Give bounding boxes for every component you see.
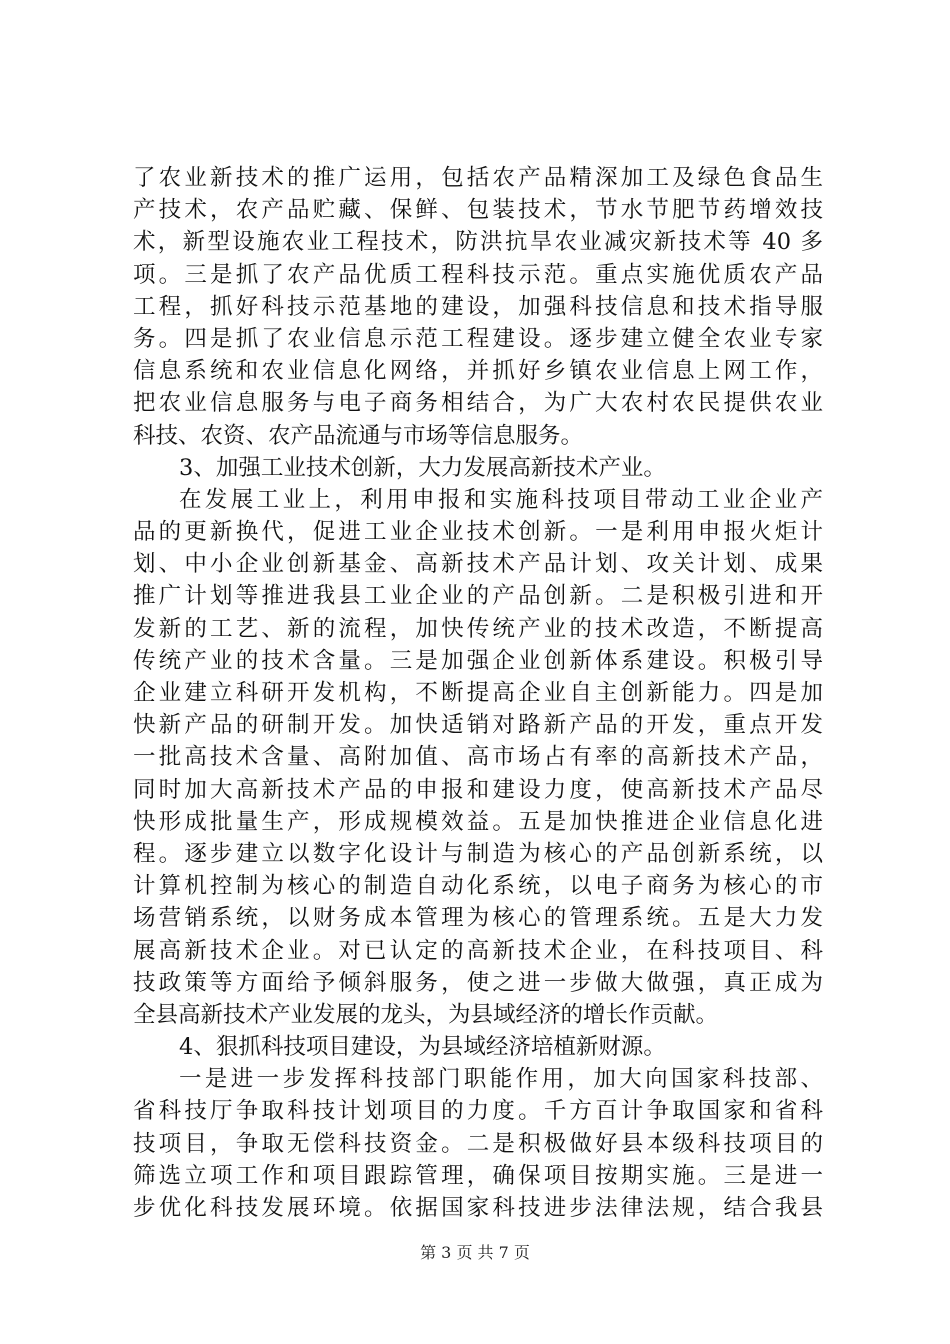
text-line: 一是进一步发挥科技部门职能作用，加大向国家科技部、 (179, 1066, 823, 1093)
text-line: 产技术，农产品贮藏、保鲜、包装技术，节水节肥节药增效技 (133, 197, 823, 224)
text-line: 项。三是抓了农产品优质工程科技示范。重点实施优质农产品 (133, 261, 823, 288)
body-text (133, 162, 823, 1224)
text-line: 技政策等方面给予倾斜服务，使之进一步做大做强，真正成为 (133, 969, 823, 996)
text-line: 企业建立科研开发机构，不断提高企业自主创新能力。四是加 (133, 680, 823, 706)
text-line: 信息系统和农业信息化网络，并抓好乡镇农业信息上网工作， (133, 358, 823, 385)
text-line: 同时加大高新技术产品的申报和建设力度，使高新技术产品尽 (133, 776, 823, 803)
text-line: 技项目，争取无偿科技资金。二是积极做好县本级科技项目的 (133, 1130, 823, 1157)
text-line: 划、中小企业创新基金、高新技术产品计划、攻关计划、成果 (133, 551, 823, 578)
text-line: 程。逐步建立以数字化设计与制造为核心的产品创新系统，以 (133, 840, 823, 867)
text-line: 传统产业的技术含量。三是加强企业创新体系建设。积极引导 (133, 647, 823, 674)
text-line: 在发展工业上，利用申报和实施科技项目带动工业企业产 (179, 486, 823, 513)
text-line: 术，新型设施农业工程技术，防洪抗旱农业减灾新技术等 40 多 (133, 229, 823, 256)
text-line: 务。四是抓了农业信息示范工程建设。逐步建立健全农业专家 (133, 325, 823, 352)
section-heading: 4、狠抓科技项目建设，为县域经济培植新财源。 (179, 1034, 666, 1061)
text-line: 展高新技术企业。对已认定的高新技术企业，在科技项目、科 (133, 937, 823, 964)
text-line: 工程，抓好科技示范基地的建设，加强科技信息和技术指导服 (133, 293, 823, 320)
text-line: 品的更新换代，促进工业企业技术创新。一是利用申报火炬计 (133, 519, 823, 546)
text-line: 步优化科技发展环境。依据国家科技进步法律法规，结合我县 (133, 1195, 823, 1221)
section-heading: 3、加强工业技术创新，大力发展高新技术产业。 (179, 454, 666, 481)
text-line: 发新的工艺、新的流程，加快传统产业的技术改造，不断提高 (133, 615, 823, 642)
text-line: 推广计划等推进我县工业企业的产品创新。二是积极引进和开 (133, 583, 823, 610)
text-line: 全县高新技术产业发展的龙头，为县域经济的增长作贡献。 (133, 1001, 719, 1028)
text-line: 科技、农资、农产品流通与市场等信息服务。 (133, 422, 584, 449)
text-line: 了农业新技术的推广运用，包括农产品精深加工及绿色食品生 (133, 165, 823, 191)
page-footer: 第 3 页 共 7 页 (420, 1243, 530, 1262)
text-line: 场营销系统，以财务成本管理为核心的管理系统。五是大力发 (133, 905, 823, 932)
text-line: 一批高技术含量、高附加值、高市场占有率的高新技术产品， (133, 744, 823, 771)
text-line: 快形成批量生产，形成规模效益。五是加快推进企业信息化进 (133, 808, 823, 835)
text-line: 把农业信息服务与电子商务相结合，为广大农村农民提供农业 (133, 390, 823, 417)
text-line: 快新产品的研制开发。加快适销对路新产品的开发，重点开发 (133, 712, 823, 739)
text-line: 筛选立项工作和项目跟踪管理，确保项目按期实施。三是进一 (133, 1162, 823, 1189)
text-line: 省科技厅争取科技计划项目的力度。千方百计争取国家和省科 (133, 1098, 823, 1125)
text-line: 计算机控制为核心的制造自动化系统，以电子商务为核心的市 (133, 873, 823, 900)
